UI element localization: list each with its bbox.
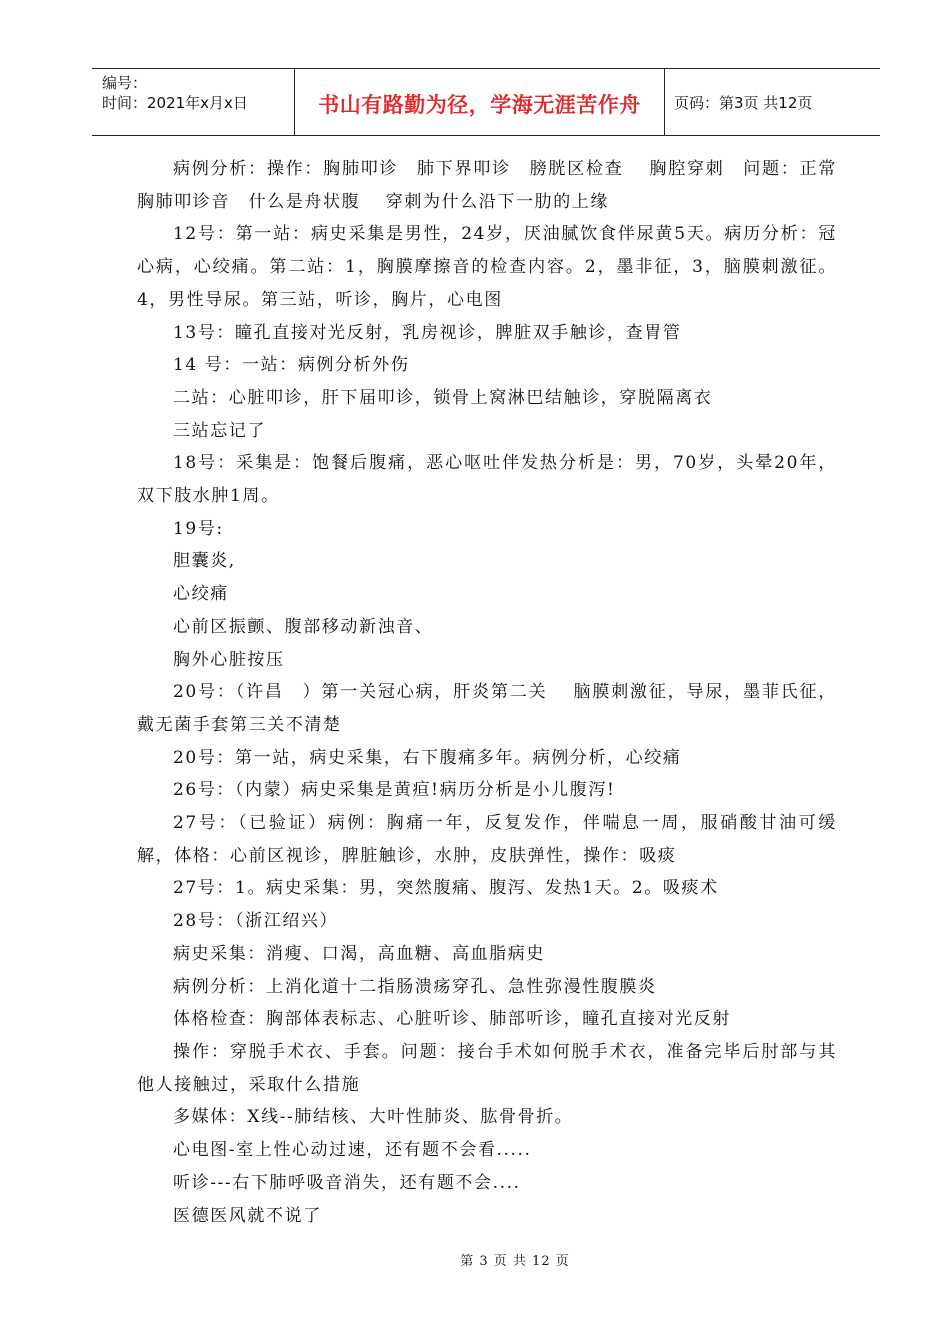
paragraph: 27号：1。病史采集：男，突然腹痛、腹泻、发热1天。2。吸痰术	[173, 878, 719, 899]
paragraph: 12号：第一站：病史采集是男性，24岁，厌油腻饮食伴尿黄5天。病历分析：冠心病，心绞痛。第二站：1，胸膜摩擦音的检查内容。2，墨非征，3，脑膜刺激征。4，男性导尿。第三站，听诊，胸片，心电图	[137, 224, 837, 310]
paragraph: 心绞痛	[173, 584, 229, 605]
paragraph: 13号：瞳孔直接对光反射，乳房视诊，脾脏双手触诊，查胃管	[173, 322, 682, 343]
page-footer: 第 3 页 共 12 页	[460, 1254, 570, 1269]
paragraph: 病例分析：上消化道十二指肠溃疡穿孔、急性弥漫性腹膜炎	[173, 976, 657, 997]
paragraph: 体格检查：胸部体表标志、心脏听诊、肺部听诊，瞳孔直接对光反射	[173, 1009, 731, 1030]
paragraph: 20号：第一站，病史采集，右下腹痛多年。病例分析，心绞痛	[173, 747, 682, 768]
document-number-label: 编号：	[102, 74, 148, 92]
paragraph: 操作：穿脱手术衣、手套。问题：接台手术如何脱手术衣，准备完毕后肘部与其他人接触过，采取什么措施	[137, 1041, 837, 1095]
page-header	[92, 68, 880, 136]
paragraph: 多媒体：X线--肺结核、大叶性肺炎、肱骨骨折。	[173, 1107, 574, 1128]
paragraph: 医德医风就不说了	[173, 1205, 322, 1226]
paragraph: 18号：采集是：饱餐后腹痛，恶心呕吐伴发热分析是：男，70岁，头晕20年，双下肢水肿1周。	[137, 453, 838, 507]
paragraph: 26号：（内蒙）病史采集是黄疸!病历分析是小儿腹泻!	[173, 780, 616, 801]
paragraph: 14 号：一站：病例分析外伤	[173, 355, 410, 376]
header-divider	[664, 69, 665, 135]
paragraph: 20号：（许昌 ）第一关冠心病，肝炎第二关 脑膜刺激征，导尿，墨菲氏征，戴无菌手套第三关不清楚	[137, 682, 837, 735]
paragraph: 心电图-室上性心动过速，还有题不会看.....	[173, 1140, 532, 1161]
paragraph: 28号：（浙江绍兴）	[173, 911, 339, 932]
document-time-label: 时间：2021年x月x日	[102, 94, 248, 112]
paragraph: 心前区振颤、腹部移动新浊音、	[173, 616, 434, 637]
header-motto: 书山有路勤为径，学海无涯苦作舟	[318, 93, 641, 117]
paragraph: 三站忘记了	[173, 420, 266, 441]
paragraph: 病史采集：消瘦、口渴，高血糖、高血脂病史	[173, 943, 545, 964]
paragraph: 听诊---右下肺呼吸音消失，还有题不会....	[173, 1172, 521, 1193]
paragraph: 27号：（已验证）病例：胸痛一年，反复发作，伴喘息一周，服硝酸甘油可缓解，体格：心前区视诊，脾脏触诊，水肿，皮肤弹性，操作：吸痰	[137, 813, 837, 866]
header-meta	[102, 73, 248, 113]
paragraph: 病例分析：操作：胸肺叩诊 肺下界叩诊 膀胱区检查 胸腔穿刺 问题：正常胸肺叩诊音 什么是舟状腹 穿刺为什么沿下一肋的上缘	[137, 159, 837, 212]
header-page-info: 页码：第3页 共12页	[674, 94, 813, 112]
paragraph: 19号:	[173, 518, 224, 539]
paragraph: 二站：心脏叩诊，肝下届叩诊，锁骨上窝淋巴结触诊，穿脱隔离衣	[173, 387, 713, 408]
document-body	[137, 153, 837, 1232]
paragraph: 胸外心脏按压	[173, 649, 285, 670]
paragraph: 胆囊炎,	[173, 551, 236, 572]
